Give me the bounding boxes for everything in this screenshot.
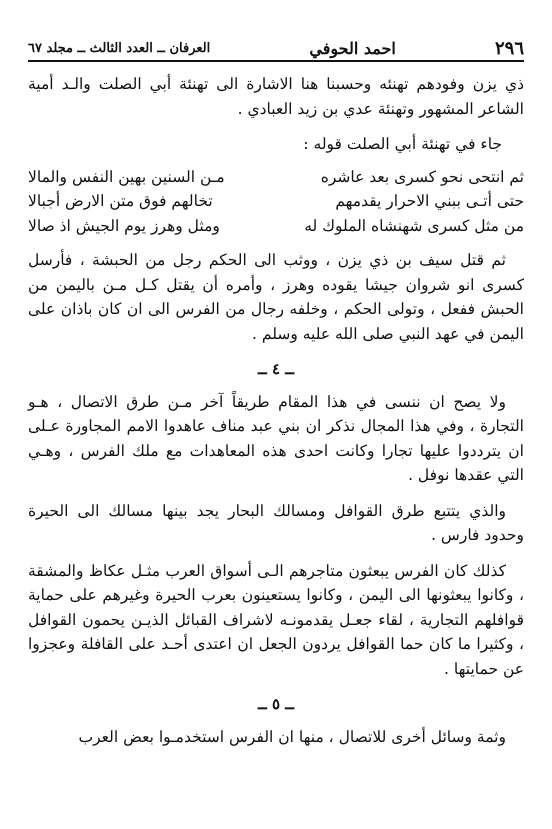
paragraph: ولا يصح ان ننسى في هذا المقام طريقاً آخر مـن طرق الاتصال ، هـو التجارة ، وفي هذا المجال نذكر ان بني عبد مناف عاهدوا الامم المجاورة عـلى ان يترددوا عليها تجارا وكانت احدى هذه المعاهدات مع ملك الفرس ، وهـي التي عقدها نوفل . [28, 392, 524, 484]
paragraph: كذلك كان الفرس يبعثون متاجرهم الـى أسواق العرب مثـل عكاظ والمشقة ، وكانوا يبعثونها الى اليمن ، وكانوا يستعينون بعرب الحيرة وغيرهم على حماية قوافلهم التجارية ، لقاء جعـل يقدمونـه لاشراف القبائل الذيـن يحمون القوافل ، وكثيرا ما كان حما القوافل يردون الجعل ان اعتدى أحـد على القافلة وعجزوا عن حمايتها . [28, 561, 524, 678]
poem-verse-second-half: ومثل وهرز يوم الجيش اذ صالا [28, 216, 220, 235]
page-number: ٢٩٦ [494, 37, 524, 59]
section-number: ــ ٥ ــ [257, 695, 295, 713]
paragraph: والذي يتتبع طرق القوافل ومسالك البحار يجد بينها مسالك الى الحيرة وحدود فارس . [28, 501, 524, 544]
paragraph: وثمة وسائل أخرى للاتصال ، منها ان الفرس استخدمـوا بعض العرب [78, 727, 506, 746]
poem-intro: جاء في تهنئة أبي الصلت قوله : [303, 135, 502, 153]
article-body [28, 72, 524, 760]
poem [28, 165, 524, 239]
paragraph: ثم قتل سيف بن ذي يزن ، ووثب الى الحكم رجل من الحبشة ، فأرسل كسرى انو شروان جيشا يقوده وهرز ، وأمره أن يقتل كـل مـن باليمن من الحبش ففعل ، وتولى الحكم ، وخلفه رجال من الفرس الى ان كان باذان على اليمن في عهد النبي صلى الله عليه وسلم . [28, 251, 524, 343]
running-header [28, 36, 524, 62]
poem-verse-first-half: من مثل كسرى شهنشاه الملوك له [304, 216, 524, 235]
poem-verse-second-half: مـن السنين بهين النفس والمالا [28, 167, 225, 186]
poem-verse-first-half: حتى أتـى ببني الاحرار يقدمهم [335, 192, 524, 210]
poem-verse-second-half: تخالهم فوق متن الارض أجبالا [28, 192, 213, 210]
paragraph: ذي يزن وفودهم تهنئه وحسبنا هنا الاشارة الى تهنئة أبي الصلت والـد أمية الشاعر المشهور وتهنئة عدي بن زيد العبادي . [28, 75, 524, 118]
poem-verse-first-half: ثم انتحى نحو كسرى بعد عاشره [320, 167, 524, 186]
journal-info: العرفان ــ العدد الثالث ــ مجلد ٦٧ [28, 40, 211, 56]
author-name: احمد الحوفي [309, 38, 396, 58]
section-number: ــ ٤ ــ [257, 360, 295, 378]
